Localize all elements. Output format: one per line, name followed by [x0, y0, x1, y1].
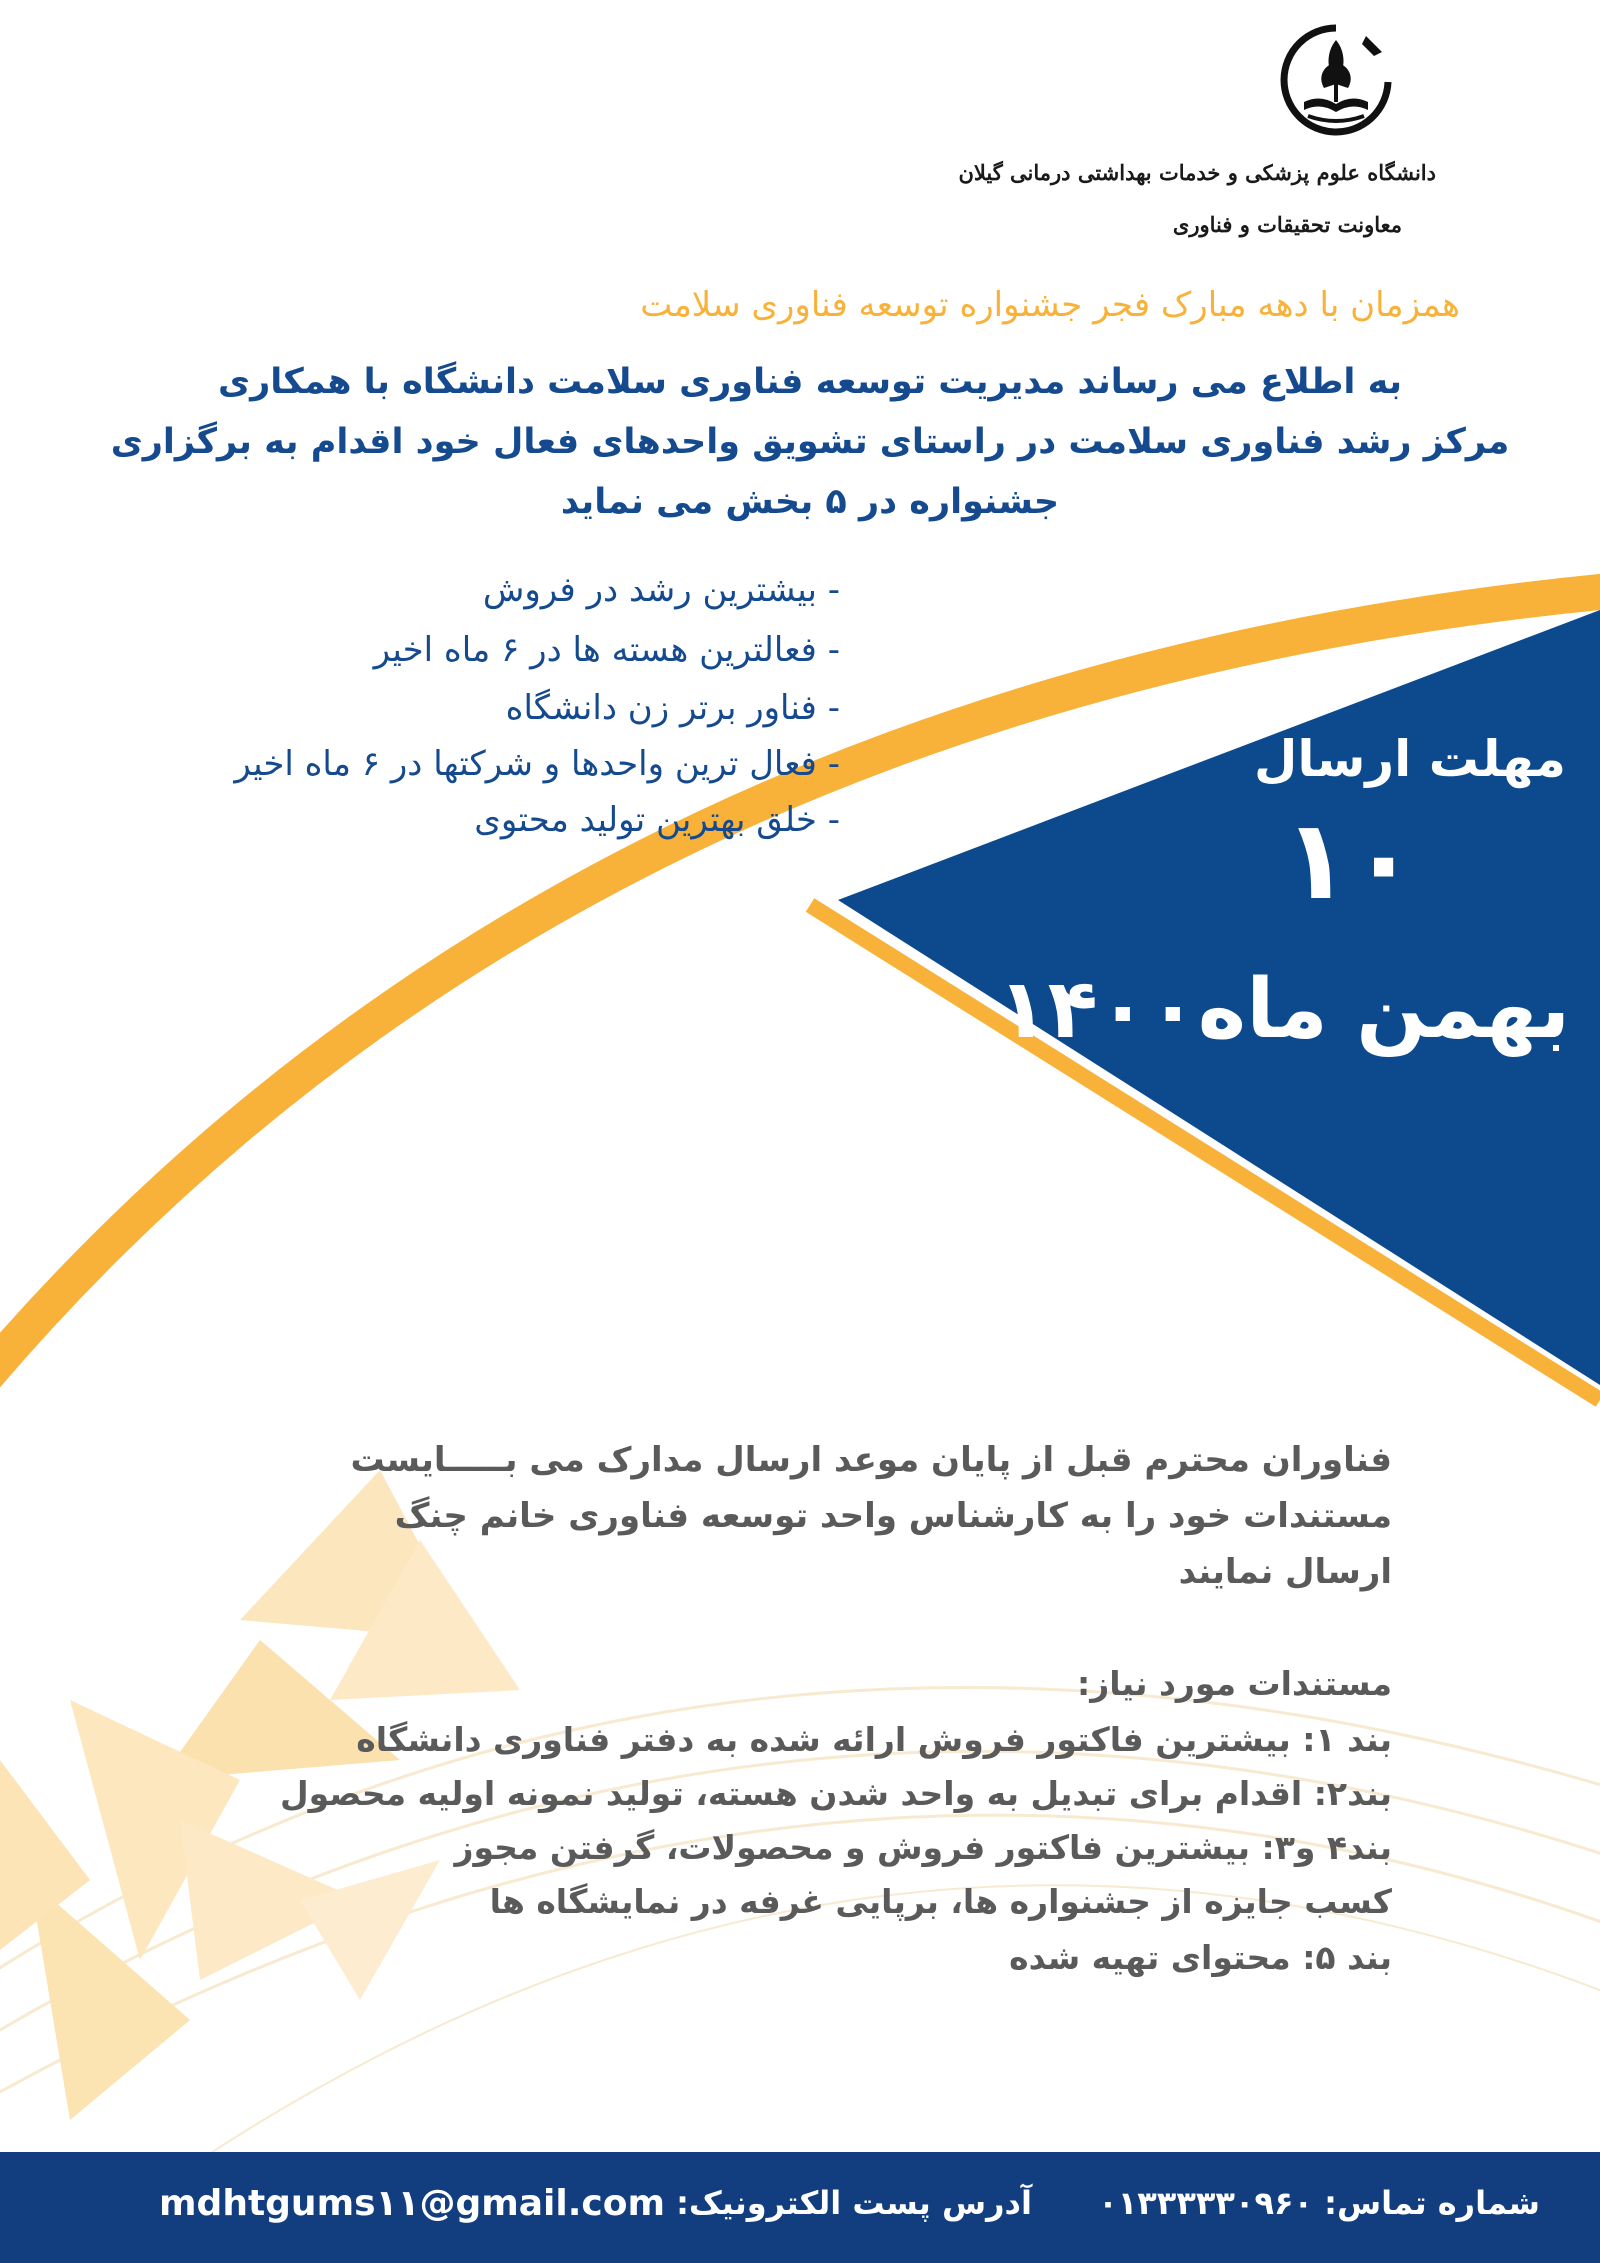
required-doc-item: بند ۵: محتوای تهیه شده [1009, 1938, 1392, 1977]
required-doc-item: بند۲: اقدام برای تبدیل به واحد شدن هسته، تولید نمونه اولیه محصول [280, 1774, 1392, 1813]
email-address[interactable]: mdhtgums۱۱@gmail.com [159, 2182, 665, 2224]
required-doc-item: بند ۱: بیشترین فاکتور فروش ارائه شده به دفتر فناوری دانشگاه [356, 1720, 1392, 1759]
intro-line: مرکز رشد فناوری سلامت در راستای تشویق واحدهای فعال خود اقدام به برگزاری [110, 422, 1510, 462]
intro-line: جشنواره در ۵ بخش می نماید [560, 482, 1060, 522]
required-doc-item: کسب جایزه از جشنواره ها، برپایی غرفه در نمایشگاه ها [489, 1882, 1392, 1921]
phone-label: شماره تماس: [1324, 2184, 1540, 2222]
contact-footer [0, 2152, 1600, 2263]
notice-line: مستندات خود را به کارشناس واحد توسعه فناوری خانم چنگ [394, 1496, 1392, 1536]
required-doc-item: بند۴ و۳: بیشترین فاکتور فروش و محصولات، گرفتن مجوز [454, 1828, 1392, 1867]
deadline-day: ۱۰ [1282, 796, 1418, 924]
university-emblem-icon [1278, 22, 1394, 138]
pale-curve-line [200, 1885, 1600, 2160]
logo-department-name: معاونت تحقیقات و فناوری [1172, 212, 1402, 237]
notice-line: ارسال نمایند [1178, 1552, 1392, 1592]
category-item: - خلق بهترین تولید محتوی [474, 800, 840, 840]
category-item: - بیشترین رشد در فروش [482, 570, 840, 610]
phone-number[interactable]: ۰۱۳۳۳۳۳۰۹۶۰ [1098, 2184, 1314, 2222]
email-label: آدرس پست الکترونیک: [676, 2184, 1032, 2222]
pale-triangle [300, 1860, 440, 2000]
category-item: - فعال ترین واحدها و شرکتها در ۶ ماه اخیر [234, 744, 840, 784]
required-docs-title: مستندات مورد نیاز: [1077, 1664, 1392, 1703]
pale-triangle [30, 1880, 190, 2120]
logo-university-name: دانشگاه علوم پزشکی و خدمات بهداشتی درمانی گیلان [958, 160, 1436, 185]
deadline-month-year: بهمن ماه۱۴۰۰ [997, 962, 1570, 1057]
festival-headline: همزمان با دهه مبارک فجر جشنواره توسعه فناوری سلامت [640, 285, 1460, 325]
deadline-label: مهلت ارسال [1254, 730, 1566, 788]
intro-line: به اطلاع می رساند مدیریت توسعه فناوری سلامت دانشگاه با همکاری [218, 362, 1402, 402]
category-item: - فناور برتر زن دانشگاه [505, 688, 840, 728]
contact-info [159, 2182, 1540, 2224]
notice-line: فناوران محترم قبل از پایان موعد ارسال مدارک می بـــــایست [350, 1440, 1392, 1480]
category-item: - فعالترین هسته ها در ۶ ماه اخیر [373, 630, 840, 670]
